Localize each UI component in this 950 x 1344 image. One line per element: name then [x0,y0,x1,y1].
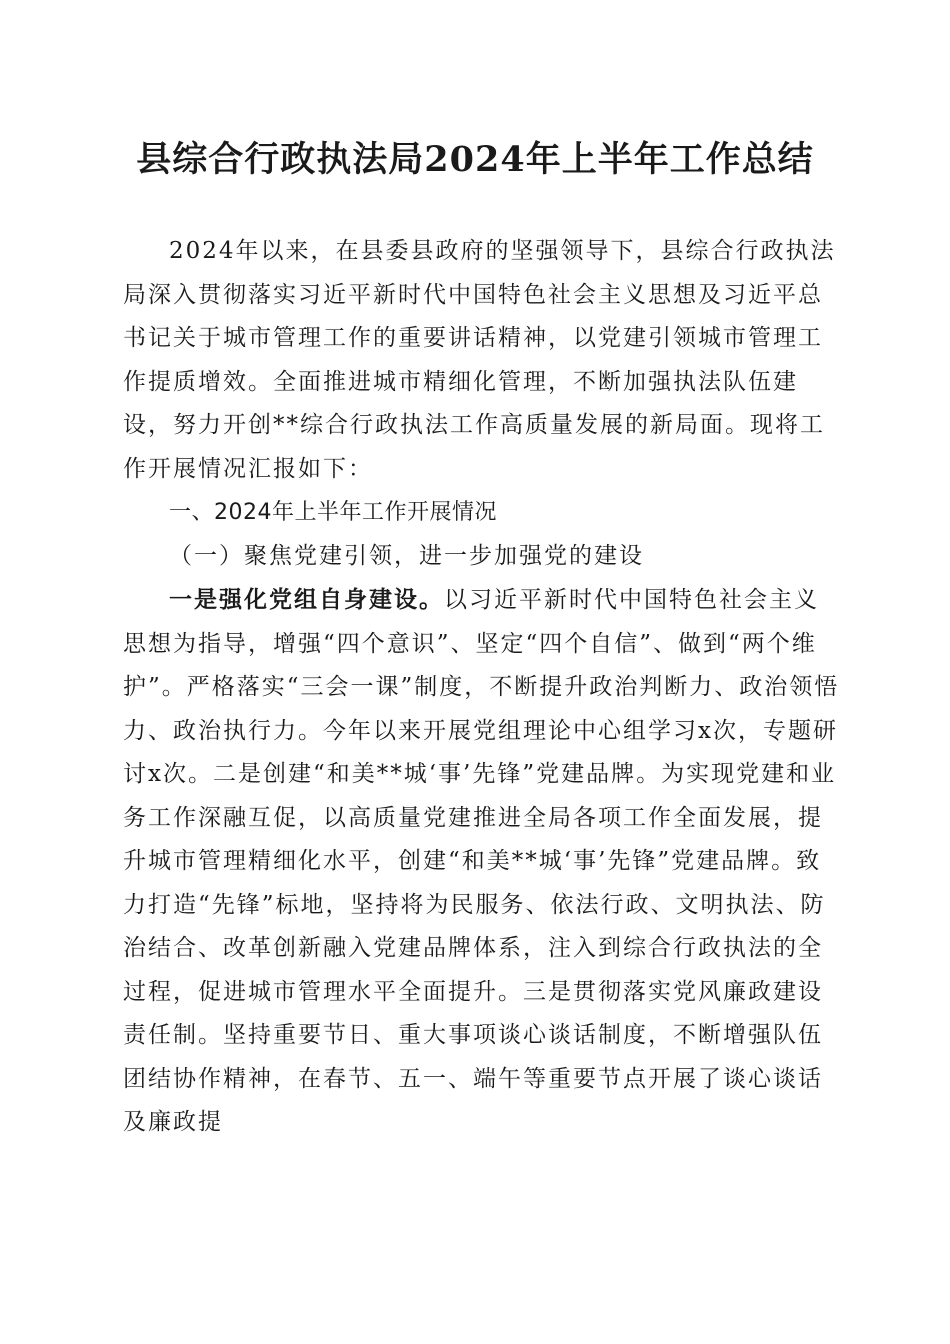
paragraph-lead: 一是强化党组自身建设。 [169,586,444,613]
subsection-heading: （一）聚焦党建引领，进一步加强党的建设 [169,542,644,569]
document-body [123,230,843,1145]
section-heading: 一、2024年上半年工作开展情况 [169,500,497,525]
body-paragraph [123,578,843,1145]
paragraph-text: 以习近平新时代中国特色社会主义思想为指导，增强“四个意识”、坚定“四个自信”、做到“两个维护”。严格落实“三会一课”制度，不断提升政治判断力、政治领悟力、政治执行力。今年以来开展党组理论中心组学习x次，专题研讨x次。二是创建“和美**城‘事’先锋”党建品牌。为实现党建和业务工作深融互促，以高质量党建推进全局各项工作全面发展，提升城市管理精细化水平，创建“和美**城‘事’先锋”党建品牌。致力打造“先锋”标地，坚持将为民服务、依法行政、文明执法、防治结合、改革创新融入党建品牌体系，注入到综合行政执法的全过程，促进城市管理水平全面提升。三是贯彻落实党风廉政建设责任制。坚持重要节日、重大事项谈心谈话制度，不断增强队伍团结协作精神，在春节、五一、端午等重要节点开展了谈心谈话及廉政提 [123,587,840,1135]
intro-paragraph: 2024年以来，在县委县政府的坚强领导下，县综合行政执法局深入贯彻落实习近平新时代中国特色社会主义思想及习近平总书记关于城市管理工作的重要讲话精神，以党建引领城市管理工作提质增效。全面推进城市精细化管理，不断加强执法队伍建设，努力开创**综合行政执法工作高质量发展的新局面。现将工作开展情况汇报如下： [123,238,836,482]
document-title: 县综合行政执法局2024年上半年工作总结 [136,139,814,180]
